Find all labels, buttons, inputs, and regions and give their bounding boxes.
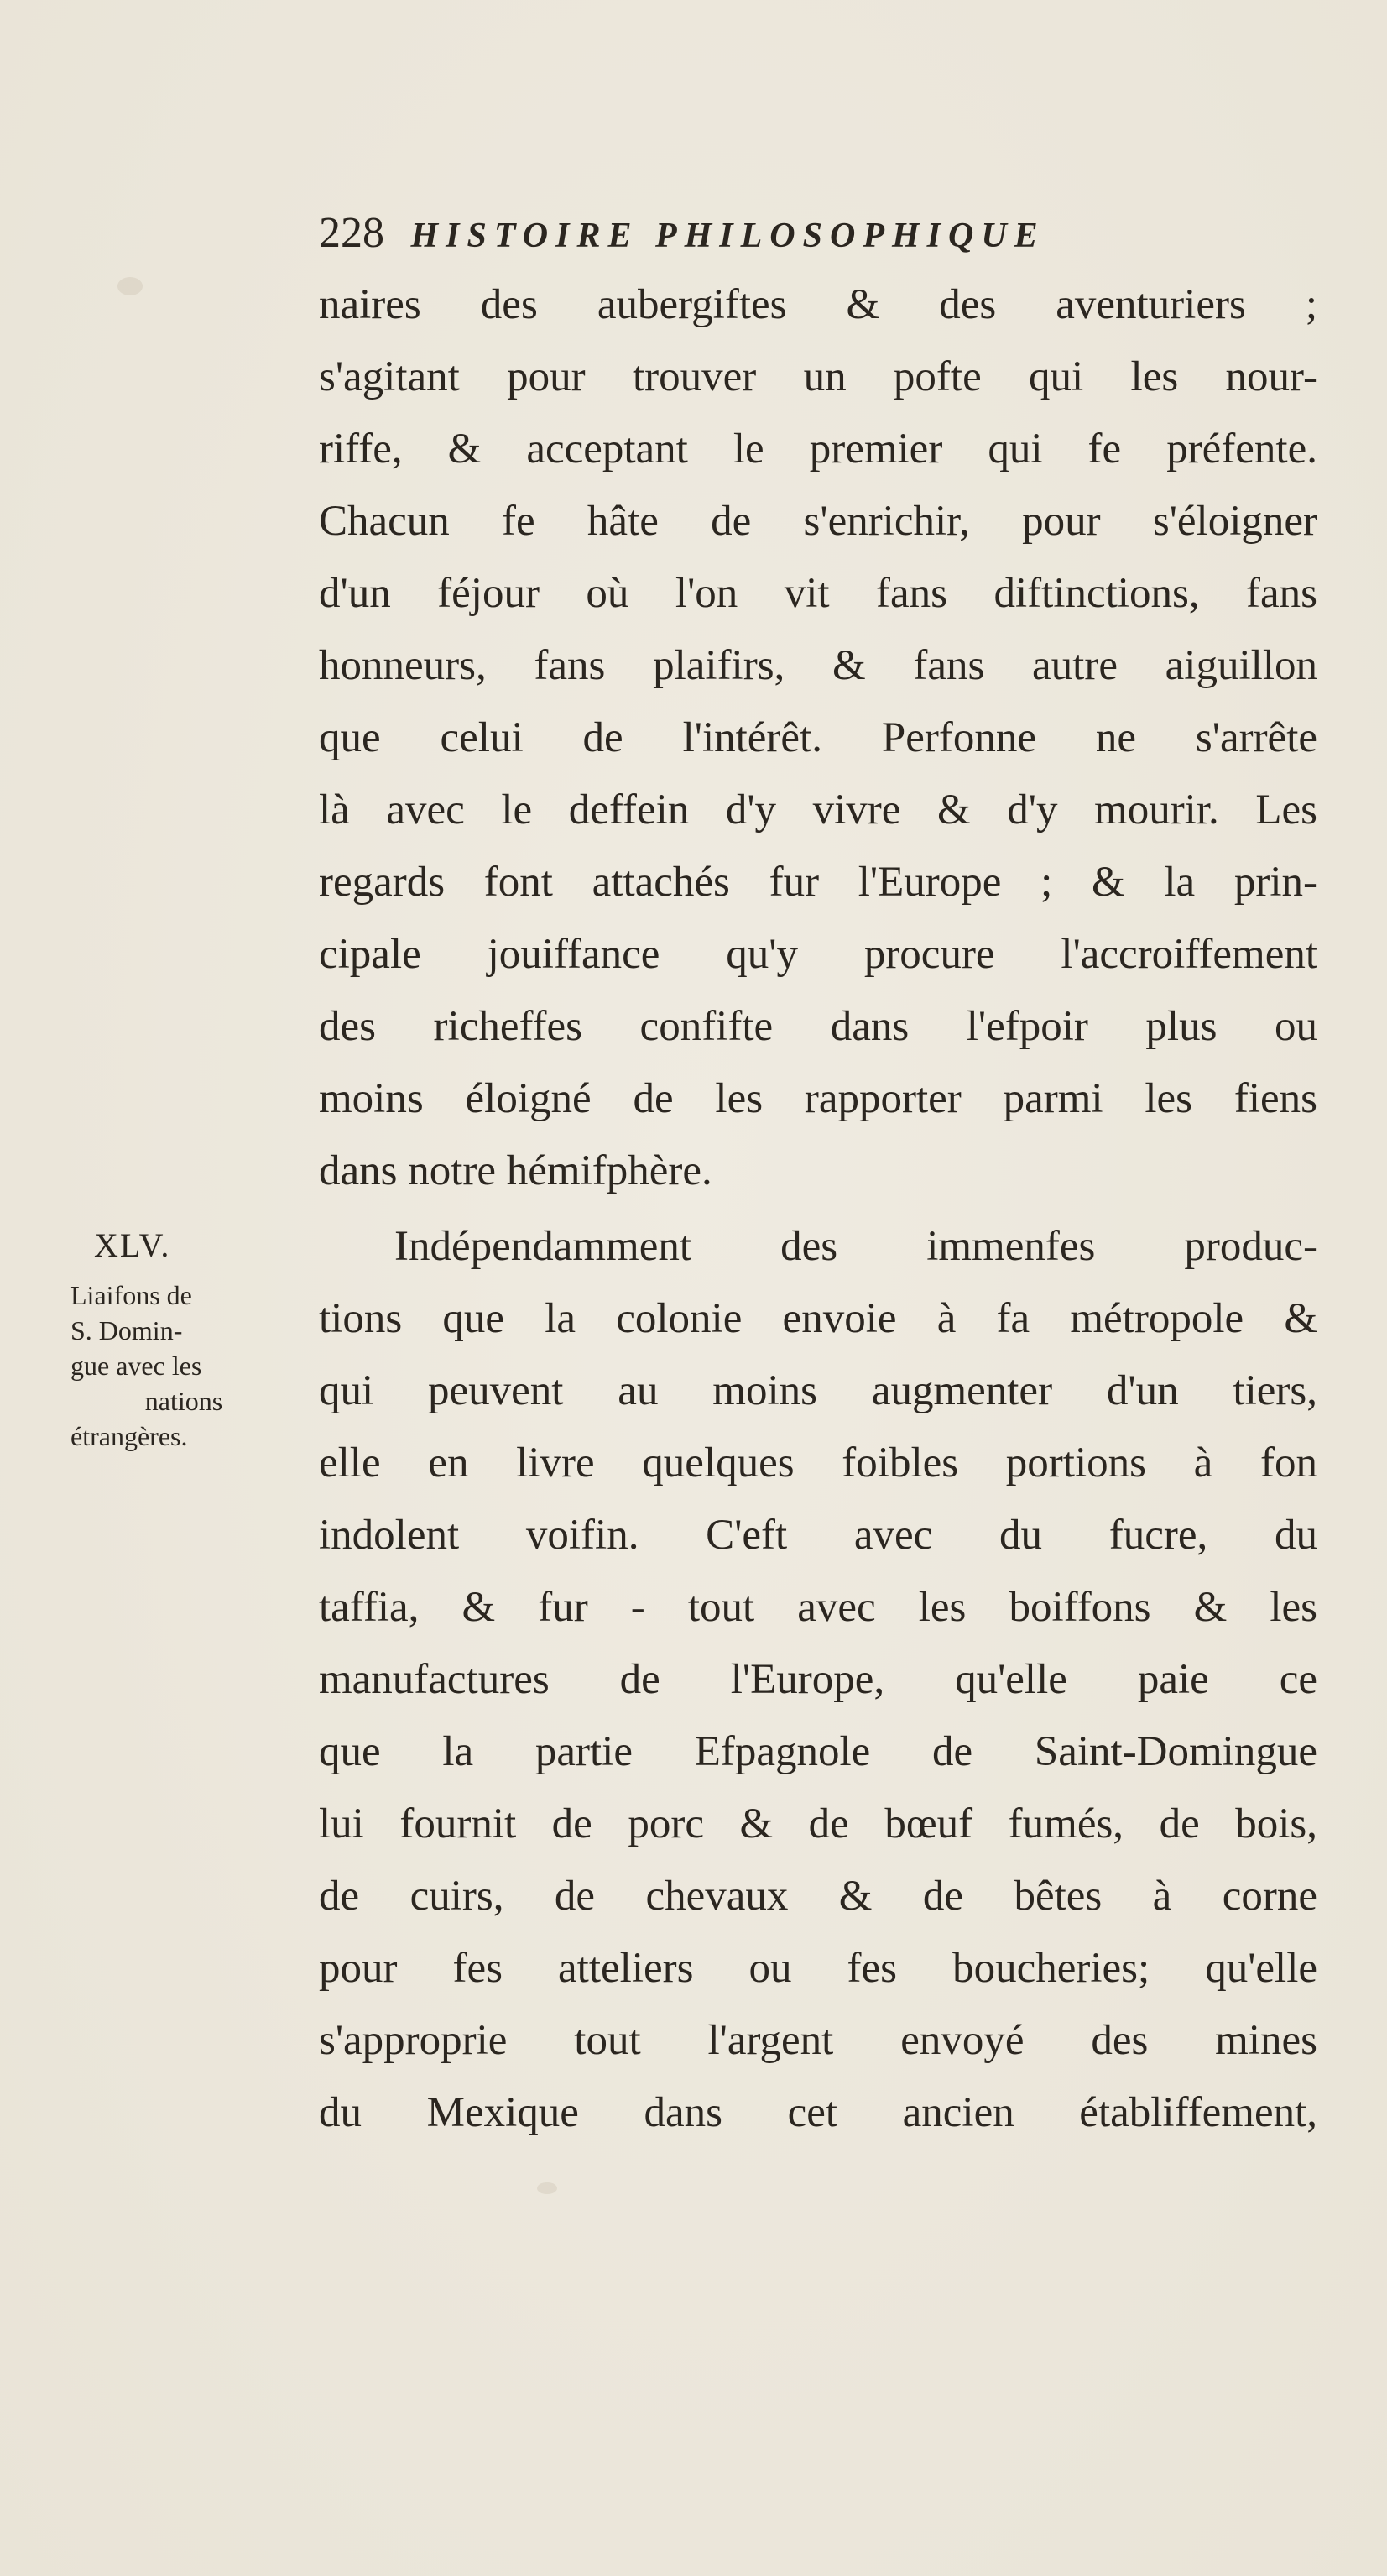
body-line: du Mexique dans cet ancien établiffement, [319, 2089, 1317, 2136]
body-line: des richeffes confifte dans l'efpoir plus ou [319, 1003, 1317, 1050]
marginal-note-line: gue avec les [70, 1351, 202, 1381]
page-number: 228 [319, 209, 384, 257]
body-line: riffe, & acceptant le premier qui fe préfente. [319, 426, 1317, 473]
marginal-note [70, 1278, 297, 1454]
running-title: HISTOIRE PHILOSOPHIQUE [410, 217, 1045, 255]
body-line: cipale jouiffance qu'y procure l'accroiffement [319, 931, 1317, 978]
body-line: tions que la colonie envoie à fa métropole & [319, 1295, 1317, 1342]
body-line: lui fournit de porc & de bœuf fumés, de bois, [319, 1800, 1317, 1847]
body-line: qui peuvent au moins augmenter d'un tiers, [319, 1367, 1317, 1414]
marginal-note-line: étrangères. [70, 1421, 188, 1451]
section-number: XLV. [94, 1226, 171, 1264]
body-line: que la partie Efpagnole de Saint-Domingue [319, 1728, 1317, 1775]
body-line: s'agitant pour trouver un pofte qui les nour- [319, 353, 1317, 400]
body-line: que celui de l'intérêt. Perfonne ne s'arrête [319, 714, 1317, 761]
body-line: indolent voifin. C'eft avec du fucre, du [319, 1512, 1317, 1559]
body-line: taffia, & fur - tout avec les boiffons & les [319, 1584, 1317, 1631]
body-line: honneurs, fans plaifirs, & fans autre aiguillon [319, 642, 1317, 689]
body-line: Indépendamment des immenfes produc- [394, 1223, 1317, 1270]
running-head [319, 208, 1045, 261]
body-line: moins éloigné de les rapporter parmi les fiens [319, 1075, 1317, 1122]
body-line: manufactures de l'Europe, qu'elle paie ce [319, 1656, 1317, 1703]
body-line: Chacun fe hâte de s'enrichir, pour s'éloigner [319, 498, 1317, 545]
body-line: s'approprie tout l'argent envoyé des mines [319, 2017, 1317, 2064]
body-line: là avec le deffein d'y vivre & d'y mourir. Les [319, 786, 1317, 833]
body-line: naires des aubergiftes & des aventuriers ; [319, 281, 1317, 328]
marginal-note-line: S. Domin- [70, 1315, 183, 1345]
body-line: regards font attachés fur l'Europe ; & la prin- [319, 859, 1317, 906]
body-line: d'un féjour où l'on vit fans diftinctions, fans [319, 570, 1317, 617]
paper-spot [537, 2182, 557, 2194]
body-line: dans notre hémifphère. [319, 1147, 712, 1194]
body-line: elle en livre quelques foibles portions à fon [319, 1440, 1317, 1487]
marginal-note-line: nations [144, 1386, 223, 1416]
marginal-note-line: Liaifons de [70, 1280, 192, 1310]
paper-spot [117, 277, 143, 295]
body-line: de cuirs, de chevaux & de bêtes à corne [319, 1873, 1317, 1920]
body-line: pour fes atteliers ou fes boucheries; qu'elle [319, 1945, 1317, 1992]
